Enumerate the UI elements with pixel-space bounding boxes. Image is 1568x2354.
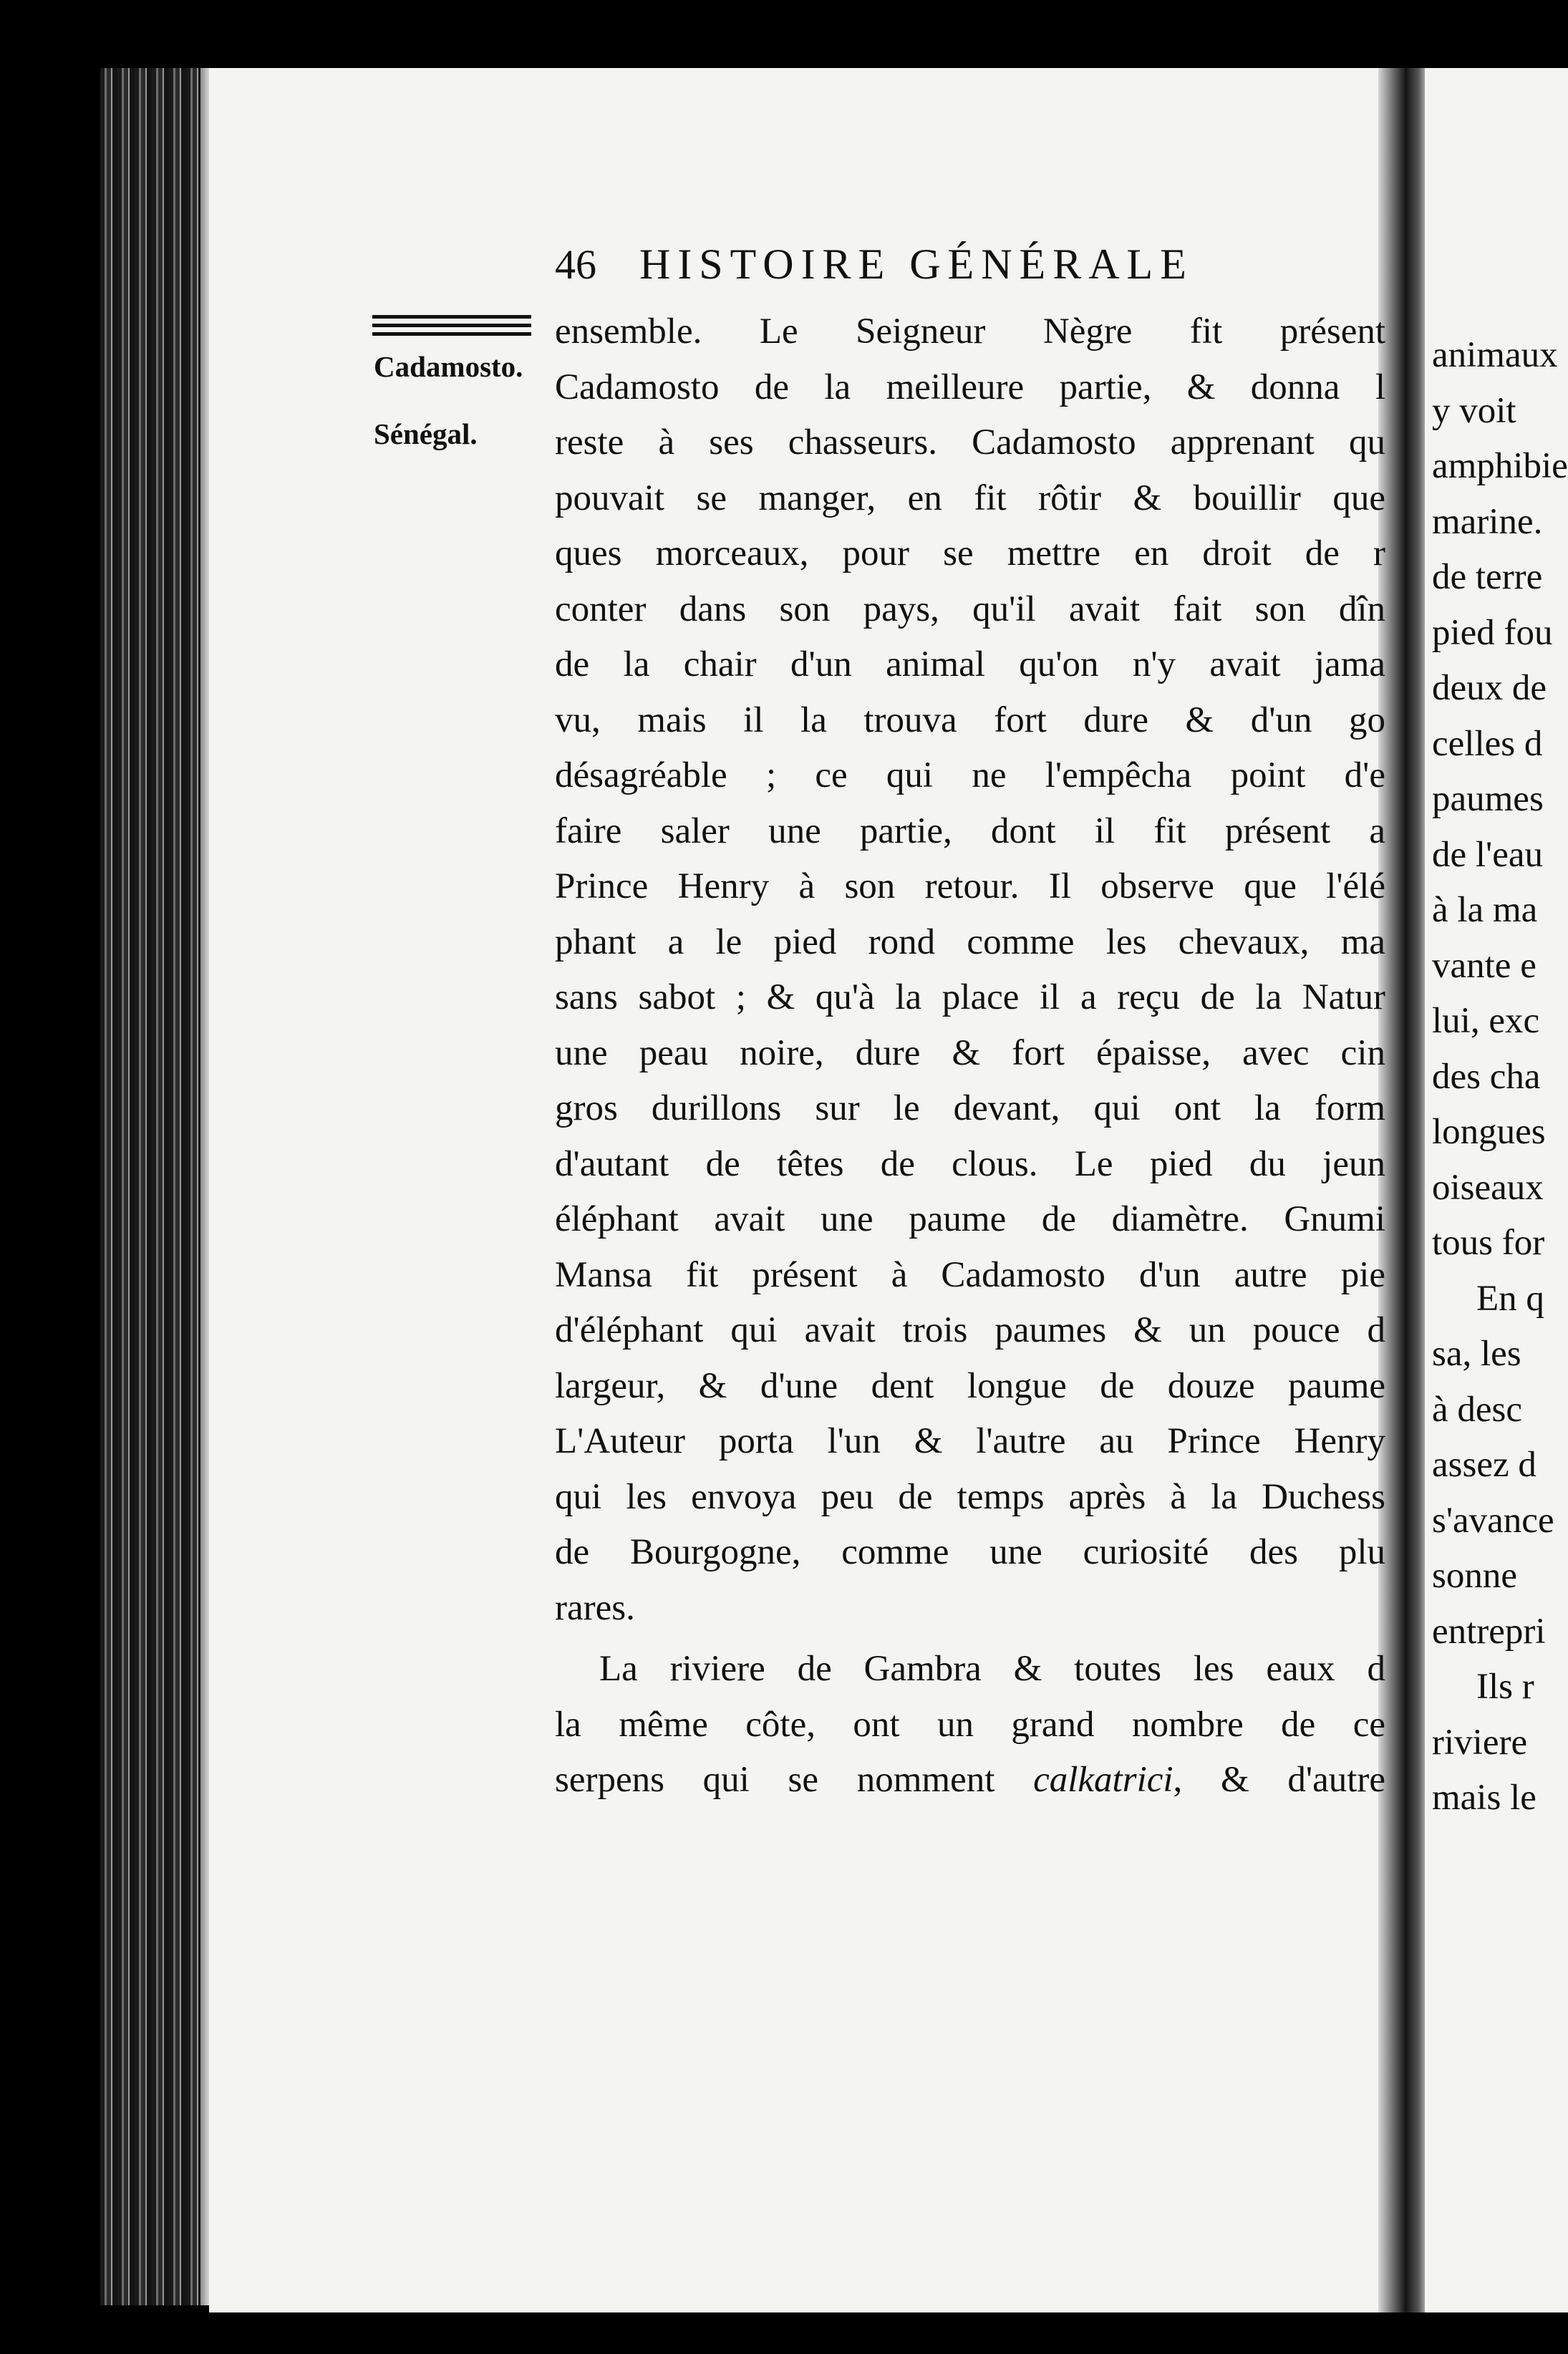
text-line: Prince Henry à son retour. Il observe que l'élé (555, 866, 1385, 906)
facing-line: paumes (1432, 779, 1544, 819)
text-line: phant a le pied rond comme les chevaux, ma (555, 921, 1385, 962)
facing-line: Ils r (1476, 1667, 1534, 1707)
facing-line: pied fou (1432, 612, 1553, 653)
running-head (555, 240, 1385, 297)
text-line: conter dans son pays, qu'il avait fait son dîn (555, 588, 1385, 629)
facing-line: y voit (1432, 390, 1516, 431)
facing-line: des cha (1432, 1056, 1541, 1097)
facing-line: animaux (1432, 335, 1558, 375)
text-line: faire saler une partie, dont il fit présent a (555, 810, 1385, 851)
text-line: de Bourgogne, comme une curiosité des plu (555, 1532, 1385, 1572)
facing-line: à la ma (1432, 890, 1538, 930)
text-line: ques morceaux, pour se mettre en droit de r (555, 533, 1385, 573)
facing-line: oiseaux (1432, 1167, 1544, 1208)
text-line: Mansa fit présent à Cadamosto d'un autre pie (555, 1254, 1385, 1295)
facing-line: de l'eau (1432, 834, 1544, 875)
facing-line: lui, exc (1432, 1001, 1540, 1041)
facing-line: longues (1432, 1112, 1546, 1152)
text-line: rares. (555, 1587, 635, 1628)
book-spine (100, 68, 200, 2305)
text-run: , & d'autre (1173, 1760, 1385, 1800)
text-line: reste à ses chasseurs. Cadamosto apprenant qu (555, 422, 1385, 462)
facing-line: En q (1476, 1278, 1544, 1319)
paragraph-start-line: La riviere de Gambra & toutes les eaux d (599, 1649, 1385, 1689)
text-line: gros durillons sur le devant, qui ont la form (555, 1088, 1385, 1128)
margin-rule (372, 324, 531, 327)
facing-line: marine. (1432, 501, 1543, 542)
facing-line: à desc (1432, 1389, 1523, 1430)
margin-rule (372, 332, 531, 336)
text-line: qui les envoya peu de temps après à la Duchess (555, 1476, 1385, 1517)
text-run: serpens qui se nomment (555, 1760, 995, 1800)
facing-line: riviere (1432, 1722, 1528, 1763)
facing-line: sa, les (1432, 1334, 1521, 1374)
running-head-title: HISTOIRE GÉNÉRALE (639, 241, 1194, 288)
facing-line: de terre (1432, 557, 1543, 597)
text-line: de la chair d'un animal qu'on n'y avait jama (555, 644, 1385, 684)
text-line: d'éléphant qui avait trois paumes & un pouce d (555, 1310, 1385, 1350)
facing-line: deux de (1432, 668, 1547, 708)
text-line-with-italic (555, 1753, 1385, 1808)
facing-page-text (1432, 328, 1568, 1826)
facing-line: s'avance (1432, 1500, 1554, 1541)
facing-line: celles d (1432, 723, 1543, 764)
text-line: sans sabot ; & qu'à la place il a reçu de la Natur (555, 977, 1385, 1017)
page-gutter (1378, 68, 1428, 2312)
facing-line: assez d (1432, 1445, 1536, 1485)
page-number: 46 (555, 241, 596, 288)
facing-line: amphibie (1432, 446, 1568, 486)
text-line: la même côte, ont un grand nombre de ce (555, 1704, 1385, 1745)
text-line: L'Auteur porta l'un & l'autre au Prince Henry (555, 1421, 1385, 1461)
text-line: une peau noire, dure & fort épaisse, avec cin (555, 1032, 1385, 1073)
facing-line: sonne (1432, 1556, 1517, 1596)
margin-note-cadamosto: Cadamosto. (374, 350, 523, 383)
text-line: largeur, & d'une dent longue de douze paume (555, 1365, 1385, 1406)
text-line: vu, mais il la trouva fort dure & d'un go (555, 699, 1385, 740)
text-line: Cadamosto de la meilleure partie, & donna l (555, 367, 1385, 407)
margin-rule (372, 315, 531, 319)
italic-term: calkatrici (1033, 1760, 1173, 1800)
text-line: désagréable ; ce qui ne l'empêcha point d'e (555, 755, 1385, 795)
margin-note-senegal: Sénégal. (374, 417, 478, 450)
text-line: d'autant de têtes de clous. Le pied du jeun (555, 1143, 1385, 1184)
body-text (555, 304, 1385, 1808)
facing-line: vante e (1432, 945, 1536, 986)
facing-line: tous for (1432, 1223, 1545, 1263)
text-line: pouvait se manger, en fit rôtir & bouillir que (555, 478, 1385, 518)
facing-line: entrepri (1432, 1611, 1546, 1652)
text-line: ensemble. Le Seigneur Nègre fit présent (555, 311, 1385, 352)
facing-line: mais le (1432, 1778, 1536, 1818)
text-line: éléphant avait une paume de diamètre. Gnumi (555, 1199, 1385, 1239)
